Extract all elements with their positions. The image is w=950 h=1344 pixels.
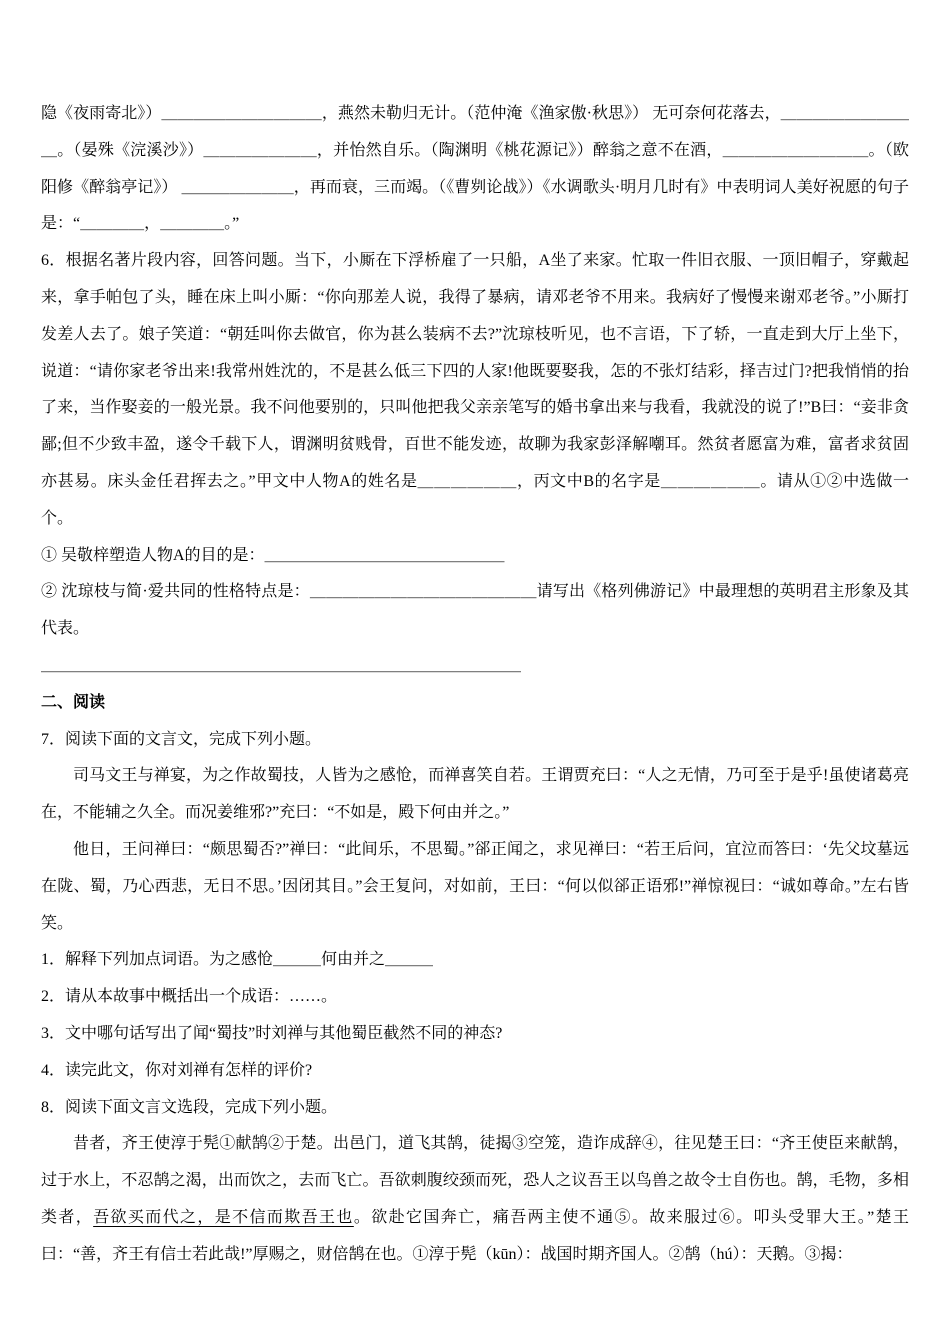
text-run: 司马文王与禅宴，为之作故蜀技，人皆为之感怆，而禅喜笑自若。王谓贾充曰：“人之无情，乃可至于是乎!虽使诸葛亮在，不能辅之久全。而况姜维邪?”充曰：“不如是，殿下何由并之。”: [41, 767, 909, 822]
text-run: 昔者，齐王使淳于髡①献鹄②于楚。出邑门，道飞其鹄，徒揭③空笼，造诈成辞④，往见楚王曰：“齐王使臣来献鹄，过于水上，不忍鹄之渴，出而饮之，去而飞亡。吾欲刺腹绞颈而死，恐人之议吾王以鸟兽之故令士自伤也。鹄，毛物，多相类者，: [41, 1135, 909, 1226]
paragraph: [41, 648, 909, 685]
text-run: 7．阅读下面的文言文，完成下列小题。: [41, 730, 322, 748]
paragraph: [41, 96, 909, 243]
paragraph: [41, 979, 909, 1016]
text-run: 6．根据名著片段内容，回答问题。当下，小厮在下浮桥雇了一只船，A坐了来家。忙取一件旧衣服、一顶旧帽子，穿戴起来，拿手帕包了头，睡在床上叫小厮：“你向那差人说，我得了暴病，请邓老爷不用来。我病好了慢慢来谢邓老爷。”小厮打发差人去了。娘子笑道：“朝廷叫你去做官，你为甚么装病不去?”沈琼枝听见，也不言语，下了轿，一直走到大厅上坐下，说道：“请你家老爷出来!我常州姓沈的，不是甚么低三下四的人家!他既要娶我，怎的不张灯结彩，择吉过门?把我悄悄的抬了来，当作娶妾的一般光景。我不问他要别的，只叫他把我父亲亲笔写的婚书拿出来与我看，我就没的说了!”B曰：“妾非贪鄙;但不少致丰盈，遂令千载下人，谓渊明贫贱骨，百世不能发迹，故聊为我家彭泽解嘲耳。然贫者愿富为难，富者求贫固亦甚易。床头金任君挥去之。”甲文中人物A的姓名是＿＿＿＿＿＿，丙文中B的名字是＿＿＿＿＿＿。请从①②中选做一个。: [41, 252, 909, 527]
paragraph: [41, 1126, 909, 1273]
text-run: 二、阅读: [41, 693, 106, 711]
paragraph: [41, 574, 909, 648]
text-run: 4．读完此文，你对刘禅有怎样的评价?: [41, 1061, 313, 1079]
text-run: 2．请从本故事中概括出一个成语：……。: [41, 988, 338, 1006]
text-run: 1．解释下列加点词语。为之感怆＿＿＿何由并之＿＿＿: [41, 951, 434, 969]
document-body: [41, 96, 909, 1274]
text-run: 他日，王问禅曰：“颇思蜀否?”禅曰：“此间乐，不思蜀。”郤正闻之，求见禅曰：“若王后问，宜泣而答曰：‘先父坟墓远在陇、蜀，乃心西悲，无日不思。’因闭其目。”会王复问，对如前，王曰：“何以似郤正语邪!”禅惊视曰：“诚如尊命。”左右皆笑。: [41, 840, 909, 932]
paragraph: [41, 1053, 909, 1090]
section-heading: [41, 685, 909, 722]
paragraph: [41, 942, 909, 979]
text-run: 3．文中哪句话写出了闻“蜀技”时刘禅与其他蜀臣截然不同的神态?: [41, 1024, 503, 1042]
text-run: 。欲赴它国奔亡，痛吾两主使不通⑤。故来服过⑥。叩头受罪大王。”楚王曰：“善，齐王有信士若此哉!”厚赐之，财倍鹄在也。①淳于髡（kūn）：战国时期齐国人。②鹄（hú）：天鹅。③揭：: [41, 1208, 909, 1263]
paragraph: [41, 1016, 909, 1053]
paragraph: [41, 758, 909, 832]
text-run: ② 沈琼枝与简·爱共同的性格特点是：＿＿＿＿＿＿＿＿＿＿＿＿＿＿请写出《格列佛游记》中最理想的英明君主形象及其代表。: [41, 583, 909, 638]
paragraph: [41, 1090, 909, 1127]
text-run: 隐《夜雨寄北》）＿＿＿＿＿＿＿＿＿＿，燕然未勒归无计。（范仲淹《渔家傲·秋思》） 无可奈何花落去，＿＿＿＿＿＿＿＿＿。（晏殊《浣溪沙》）＿＿＿＿＿＿＿，并怡然自乐。（陶渊明《桃花源记》）醉翁之意不在酒，＿＿＿＿＿＿＿＿＿。（欧阳修《醉翁亭记》） ＿＿＿＿＿＿＿，再而衰，三而竭。（《曹刿论战》）《水调歌头·明月几时有》中表明词人美好祝愿的句子是：“＿＿＿＿，＿＿＿＿。”: [41, 105, 909, 233]
paragraph: [41, 243, 909, 537]
paragraph: [41, 832, 909, 942]
paragraph: [41, 722, 909, 759]
text-run: 8．阅读下面文言文选段，完成下列小题。: [41, 1098, 338, 1116]
text-run: ① 吴敬梓塑造人物A的目的是：＿＿＿＿＿＿＿＿＿＿＿＿＿＿＿: [41, 546, 505, 564]
blank-line: ＿＿＿＿＿＿＿＿＿＿＿＿＿＿＿＿＿＿＿＿＿＿＿＿＿＿＿＿＿＿: [41, 656, 522, 674]
underlined-text-run: 吾欲买而代之，是不信而欺吾王也: [93, 1208, 354, 1226]
paragraph: [41, 538, 909, 575]
